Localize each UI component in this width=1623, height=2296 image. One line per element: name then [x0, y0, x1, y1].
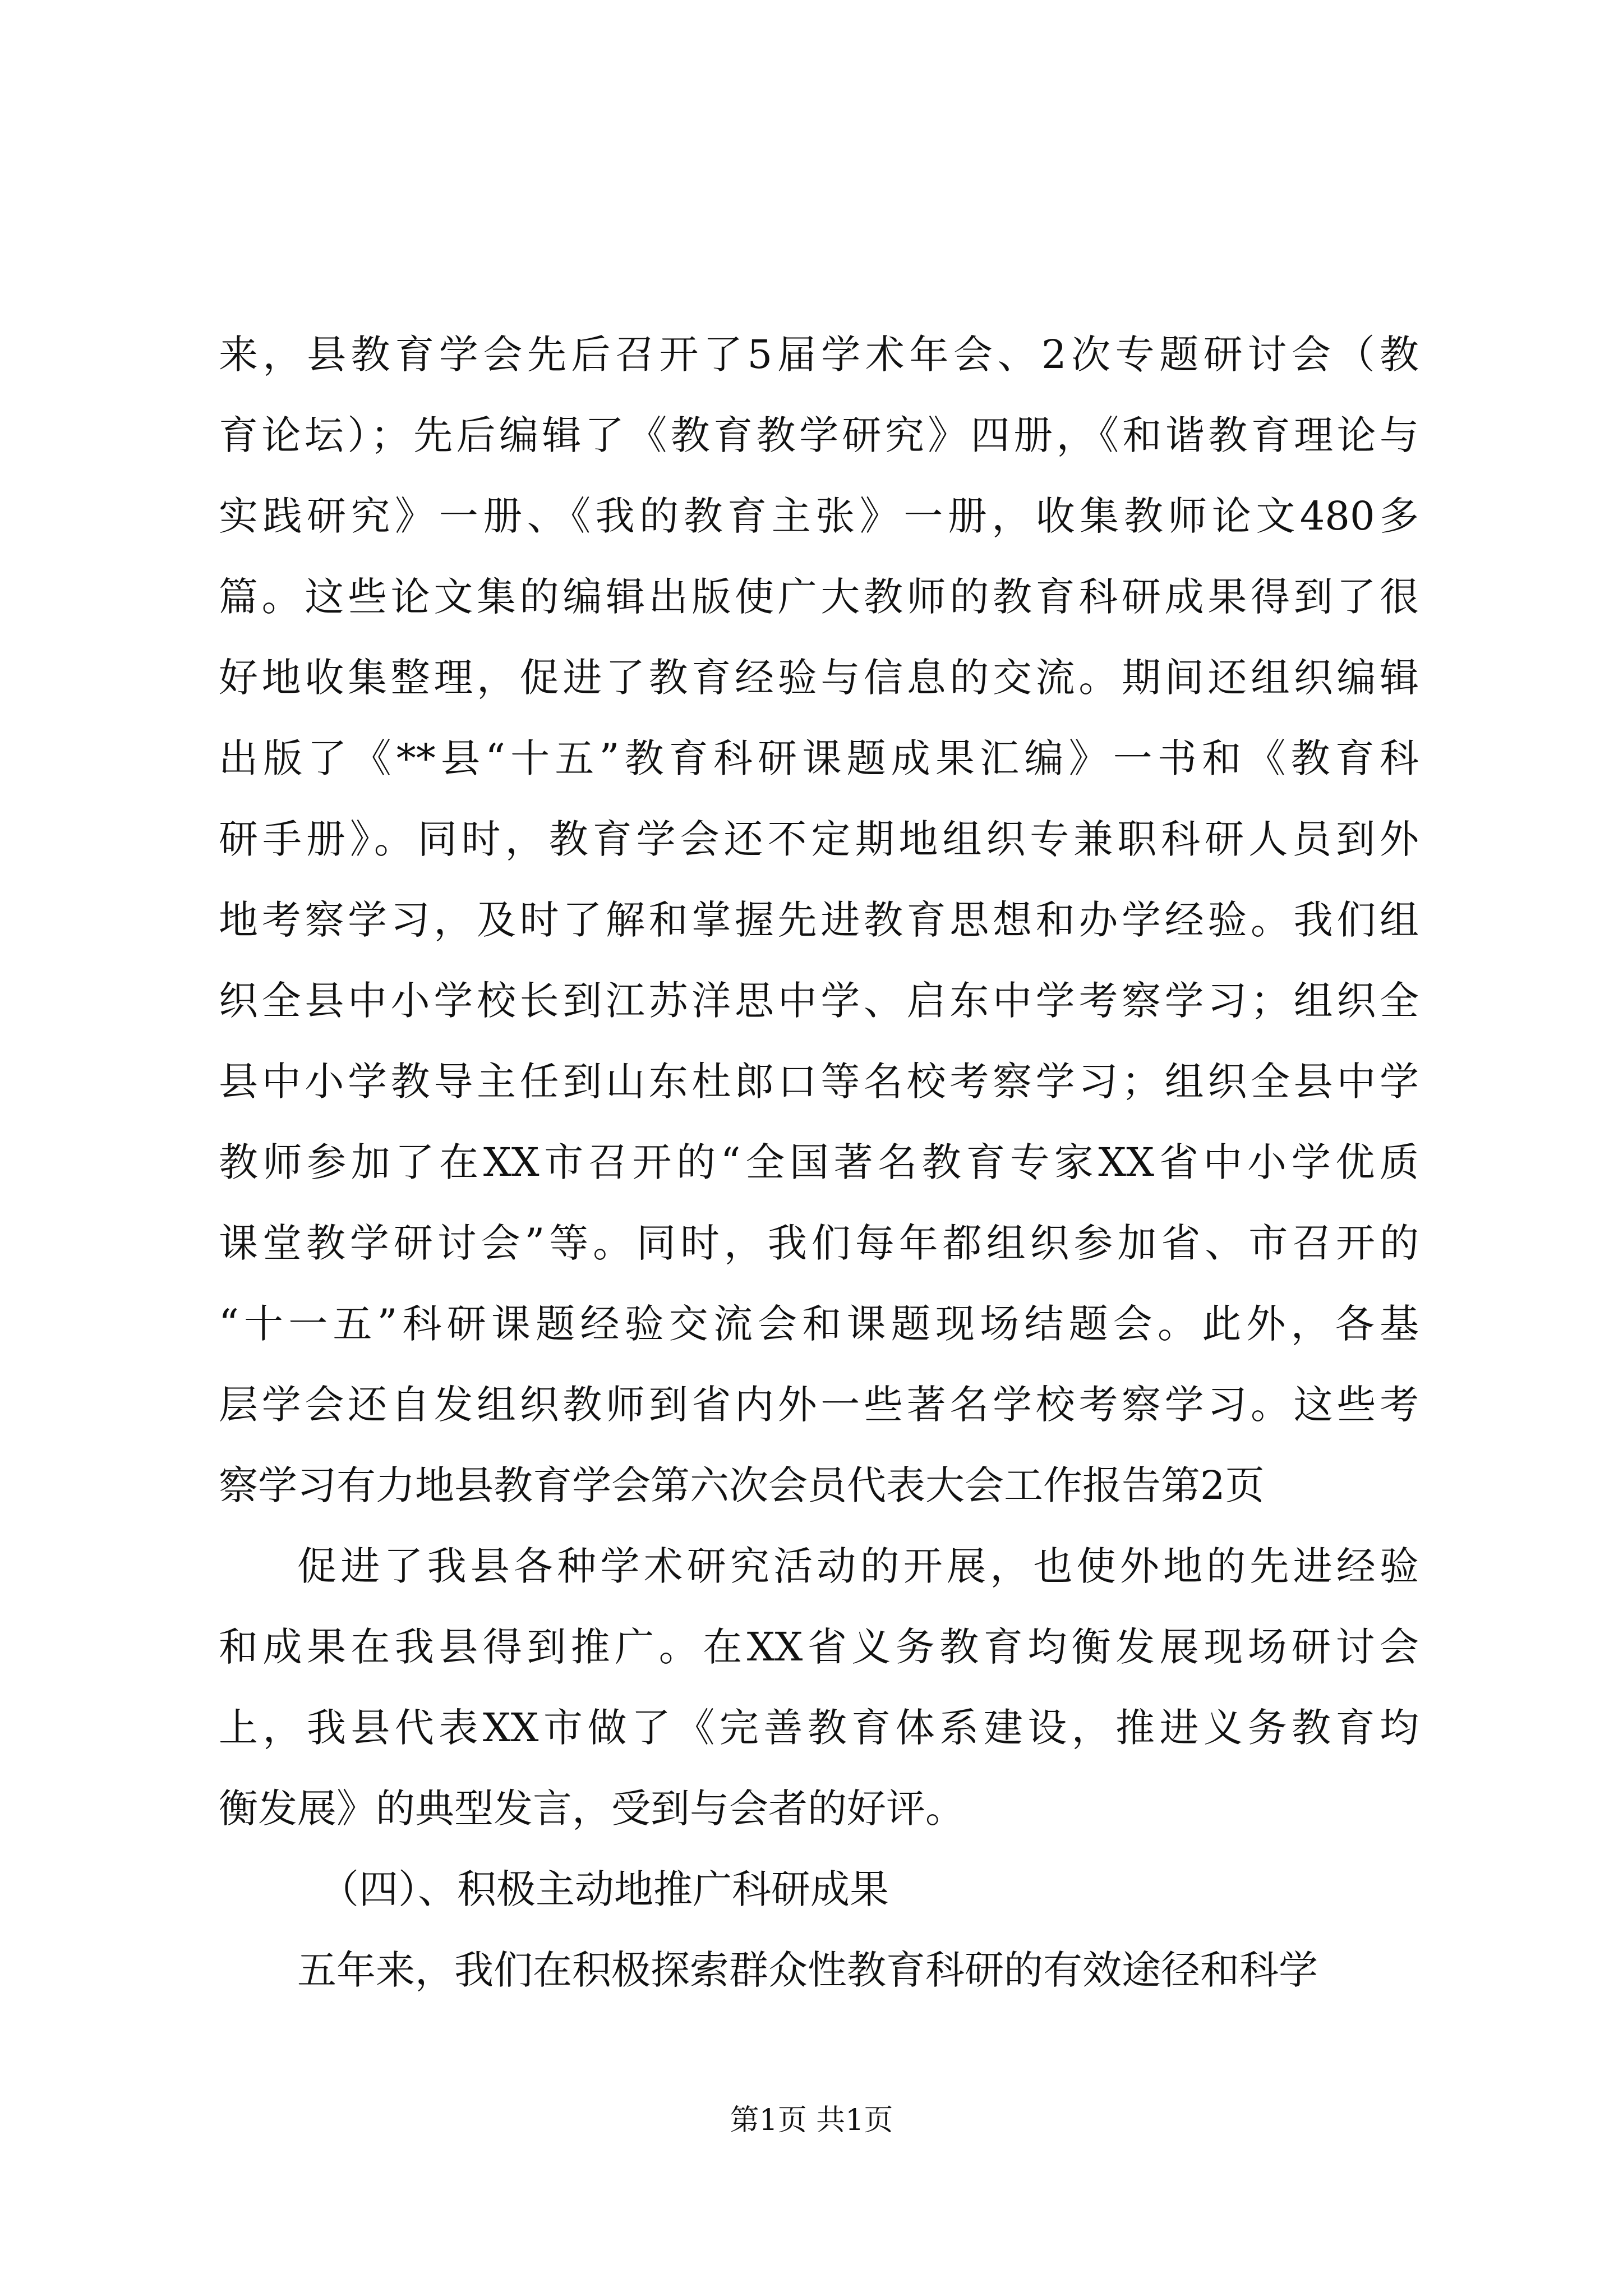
body-line: 教师参加了在XX市召开的“全国著名教育专家XX省中小学优质	[219, 1139, 1419, 1185]
body-line: 出版了《**县“十五”教育科研课题成果汇编》一书和《教育科	[219, 735, 1419, 781]
document-body	[219, 314, 1419, 2010]
body-line: 衡发展》的典型发言，受到与会者的好评。	[219, 1786, 965, 1832]
body-line: 实践研究》一册、《我的教育主张》一册，收集教师论文480多	[219, 493, 1419, 539]
body-line: 县中小学教导主任到山东杜郎口等名校考察学习；组织全县中学	[219, 1059, 1419, 1105]
body-line: 研手册》。同时，教育学会还不定期地组织专兼职科研人员到外	[219, 816, 1419, 862]
section-heading: （四）、积极主动地推广科研成果	[320, 1866, 889, 1912]
body-line: 课堂教学研讨会”等。同时，我们每年都组织参加省、市召开的	[219, 1220, 1419, 1266]
paragraph-line: 促进了我县各种学术研究活动的开展，也使外地的先进经验	[297, 1543, 1419, 1589]
body-line: 织全县中小学校长到江苏洋思中学、启东中学考察学习；组织全	[219, 978, 1419, 1024]
body-line: 育论坛）；先后编辑了《教育教学研究》四册，《和谐教育理论与	[219, 412, 1419, 458]
paragraph-line: 五年来，我们在积极探索群众性教育科研的有效途径和科学	[297, 1947, 1318, 1993]
body-line: 来，县教育学会先后召开了5届学术年会、2次专题研讨会（教	[219, 332, 1419, 378]
body-line: 好地收集整理，促进了教育经验与信息的交流。期间还组织编辑	[219, 655, 1419, 701]
body-line: 地考察学习，及时了解和掌握先进教育思想和办学经验。我们组	[219, 897, 1419, 943]
body-line: 上，我县代表XX市做了《完善教育体系建设，推进义务教育均	[219, 1705, 1419, 1751]
page-number-footer: 第1页 共1页	[730, 2104, 893, 2137]
body-line: 层学会还自发组织教师到省内外一些著名学校考察学习。这些考	[219, 1382, 1419, 1428]
body-line: 和成果在我县得到推广。在XX省义务教育均衡发展现场研讨会	[219, 1624, 1419, 1670]
body-line: 篇。这些论文集的编辑出版使广大教师的教育科研成果得到了很	[219, 574, 1419, 620]
body-line: “十一五”科研课题经验交流会和课题现场结题会。此外，各基	[219, 1301, 1419, 1347]
body-line: 察学习有力地县教育学会第六次会员代表大会工作报告第2页	[219, 1462, 1265, 1508]
